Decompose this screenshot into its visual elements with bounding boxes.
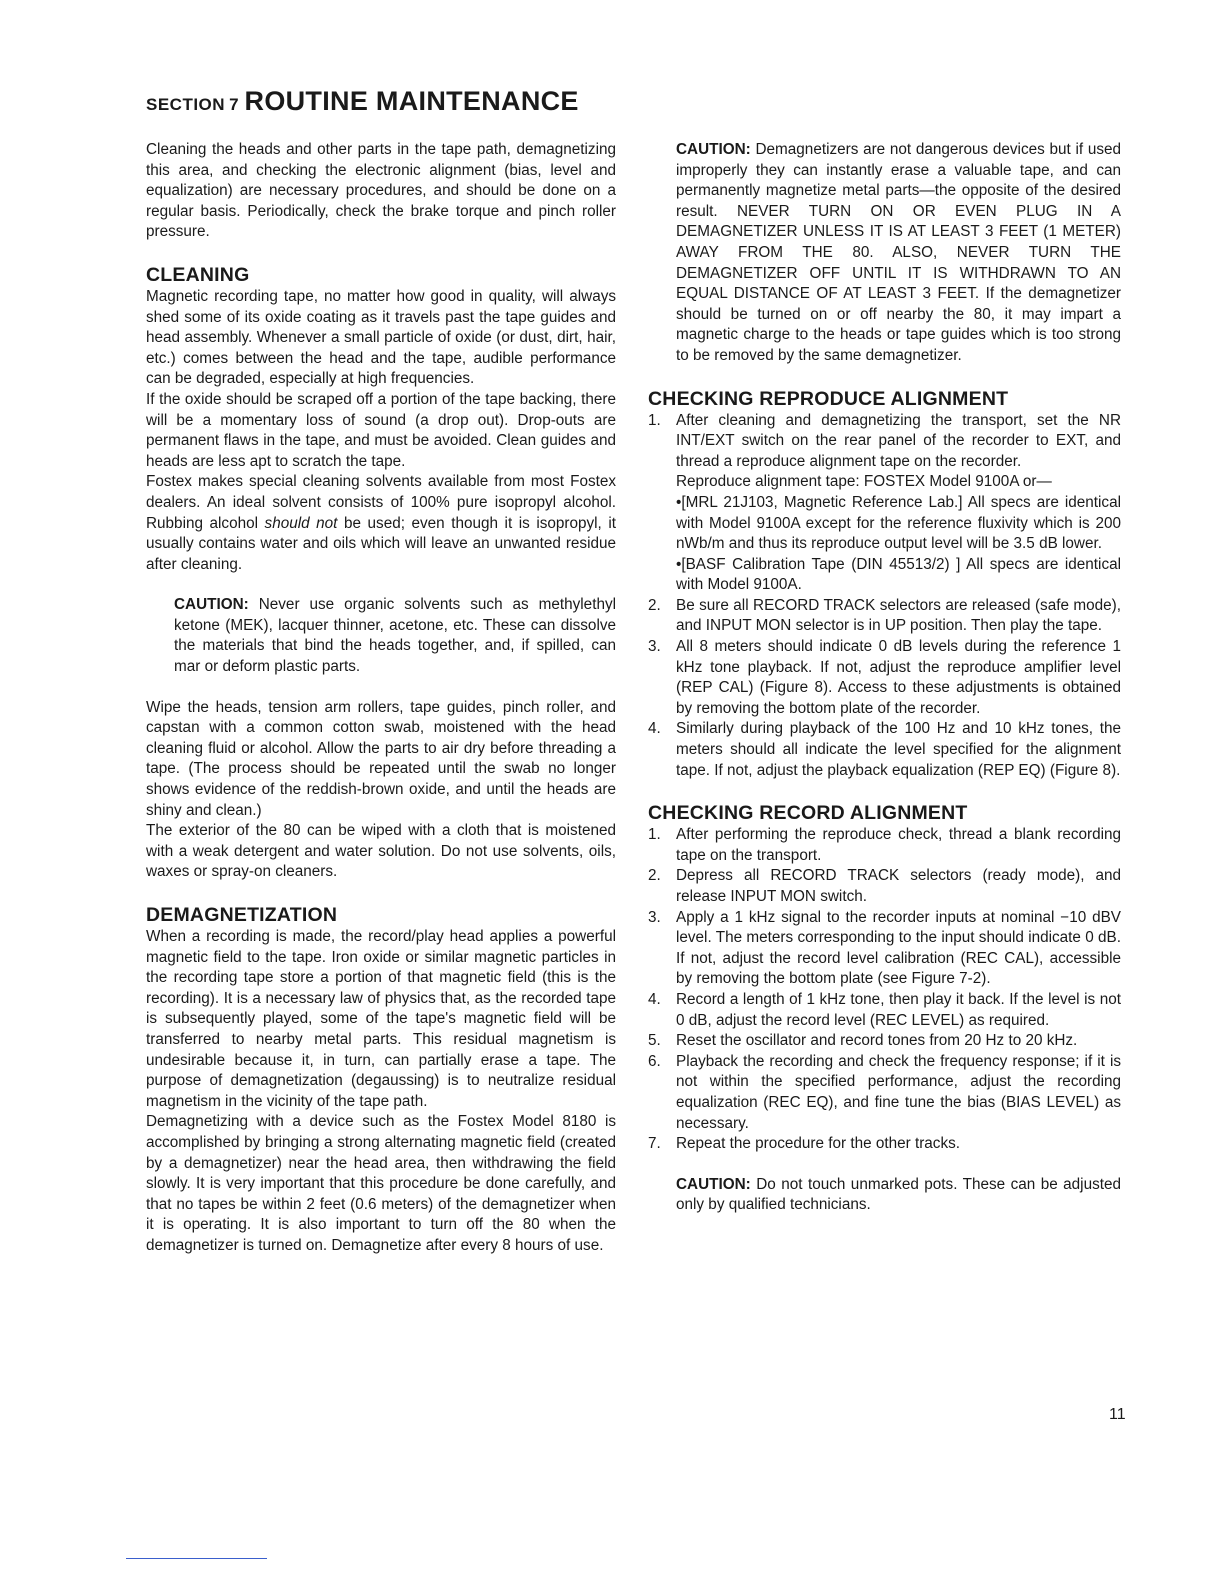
record-alignment-list xyxy=(648,825,1121,1155)
cleaning-paragraph-1: Magnetic recording tape, no matter how good in quality, will always shed some of its oxide coating as it travels past the tape guides and head assembly. Whenever a small particle of oxide (or dust, dirt, hair, etc.) comes between the head and the tape, audible performance can be degraded, especially at high frequencies. xyxy=(146,287,616,388)
wipe-paragraph-2: The exterior of the 80 can be wiped with a cloth that is moistened with a weak detergent and water solution. Do not use solvents, oils, waxes or spray-on cleaners. xyxy=(146,822,616,881)
list-item: 1. After performing the reproduce check, thread a blank recording tape on the transport. xyxy=(648,826,1121,864)
left-column xyxy=(146,140,616,1257)
list-item: 1. After cleaning and demagnetizing the transport, set the NR INT/EXT switch on the rear panel of the recorder to EXT, and thread a reproduce alignment tape on the recorder. Reproduce alignment tape: FOSTEX Model 9100A or— •[MRL 21J103, Magnetic Reference Lab.] All specs are identical with Model 9100A except for the reference fluxivity which is 200 nWb/m and thus its reproduce output level will be 3.5 dB lower. •[BASF Calibration Tape (DIN 45513/2) ] All specs are identical with Model 9100A. xyxy=(648,411,1121,594)
caution-label: CAUTION: xyxy=(676,141,751,158)
cleaning-heading: CLEANING xyxy=(146,263,250,286)
caution-label: CAUTION: xyxy=(676,1175,751,1193)
list-item: 7. Repeat the procedure for the other tracks. xyxy=(648,1135,961,1153)
list-item: 5. Reset the oscillator and record tones from 20 Hz to 20 kHz. xyxy=(648,1032,1078,1050)
section-heading: ROUTINE MAINTENANCE xyxy=(244,86,579,116)
list-item: 2. Be sure all RECORD TRACK selectors are released (safe mode), and INPUT MON selector is in UP position. Then play the tape. xyxy=(648,596,1121,635)
wipe-paragraph-1: Wipe the heads, tension arm rollers, tape guides, pinch roller, and capstan with a common cotton swab, moistened with the head cleaning fluid or alcohol. Allow the parts to air dry before threading a tape. (The process should be repeated until the swab no longer shows evidence of the reddish-brown oxide, and until the heads are shiny and clean.) xyxy=(146,698,616,819)
demagnetization-heading: DEMAGNETIZATION xyxy=(146,904,338,926)
caution-label: CAUTION: xyxy=(174,596,249,614)
list-item: 4. Record a length of 1 kHz tone, then play it back. If the level is not 0 dB, adjust the record level (REC LEVEL) as required. xyxy=(648,990,1121,1029)
section-title xyxy=(146,86,579,117)
reproduce-alignment-list xyxy=(648,411,1121,782)
cleaning-paragraph-2: If the oxide should be scraped off a portion of the tape backing, there will be a momentary loss of sound (a drop out). Drop-outs are permanent flaws in the tape, and must be avoided. Clean guides and heads are less apt to scratch the tape. xyxy=(146,390,616,470)
cleaning-paragraph-3: Fostex makes special cleaning solvents available from most Fostex dealers. An ideal solvent consists of 100% pure isopropyl alcohol. Rubbing alcohol should not be used; even though it is isopropyl, it usually contains water and oils which will leave an unwanted residue after cleaning. xyxy=(146,473,616,573)
page-number: 11 xyxy=(1109,1406,1126,1423)
list-item: 6. Playback the recording and check the frequency response; if it is not within the specified performance, adjust the recording equalization (REC EQ), and fine tune the bias (BIAS LEVEL) as necessary. xyxy=(648,1052,1121,1132)
footer-rule xyxy=(126,1558,267,1559)
caution-organic-solvents: CAUTION: Never use organic solvents such as methylethyl ketone (MEK), lacquer thinner, acetone, etc. These can dissolve the materials that bind the heads together, and, if spilled, can mar or deform plastic parts. xyxy=(174,596,616,676)
section-label: SECTION xyxy=(146,95,226,114)
intro-paragraph: Cleaning the heads and other parts in the tape path, demagnetizing this area, and checking the electronic alignment (bias, level and equalization) are necessary procedures, and should be done on a regular basis. Periodically, check the brake torque and pinch roller pressure. xyxy=(146,141,616,241)
list-item: 4. Similarly during playback of the 100 Hz and 10 kHz tones, the meters should all indicate the level specified for the alignment tape. If not, adjust the playback equalization (REP EQ) (Figure 8). xyxy=(648,720,1121,779)
section-number: 7 xyxy=(229,95,239,114)
caution-unmarked-pots: CAUTION: Do not touch unmarked pots. These can be adjusted only by qualified technicians. xyxy=(676,1175,1121,1214)
list-item: 2. Depress all RECORD TRACK selectors (ready mode), and release INPUT MON switch. xyxy=(648,867,1121,905)
demagnetization-paragraph-1: When a recording is made, the record/play head applies a powerful magnetic field to the tape. Iron oxide or similar magnetic particles in the recording tape store a portion of that magnetic field (this is the recording). It is a necessary law of physics that, as the recorded tape is subsequently played, some of the tape's magnetic field will be transferred to nearby metal parts. This residual magnetism is undesirable because it, in turn, can partially erase a tape. The purpose of demagnetization (degaussing) is to neutralize residual magnetism in the vicinity of the tape path. xyxy=(146,928,616,1110)
right-column xyxy=(648,140,1121,1216)
record-alignment-heading: CHECKING RECORD ALIGNMENT xyxy=(648,802,968,825)
list-item: 3. Apply a 1 kHz signal to the recorder inputs at nominal −10 dBV level. The meters corresponding to the input should indicate 0 dB. If not, adjust the record level calibration (REC CAL), accessible by removing the bottom plate (see Figure 7-2). xyxy=(648,908,1121,988)
list-item: 3. All 8 meters should indicate 0 dB levels during the reference 1 kHz tone playback. If not, adjust the reproduce amplifier level (REP CAL) (Figure 8). Access to these adjustments is obtained by removing the bottom plate of the recorder. xyxy=(648,638,1121,717)
reproduce-alignment-heading: CHECKING REPRODUCE ALIGNMENT xyxy=(648,387,1009,410)
demagnetization-paragraph-2: Demagnetizing with a device such as the Fostex Model 8180 is accomplished by bringing a strong alternating magnetic field (created by a demagnetizer) near the head area, then withdrawing the field slowly. It is very important that this procedure be done carefully, and that no tapes be within 2 feet (0.6 meters) of the demagnetizer when it is operating. It is also important to turn off the 80 when the demagnetizer is turned on. Demagnetize after every 8 hours of use. xyxy=(146,1113,616,1254)
caution-demagnetizers: CAUTION: Demagnetizers are not dangerous devices but if used improperly they can instantly erase a valuable tape, and can permanently magnetize metal parts—the opposite of the desired result. NEVER TURN ON OR EVEN PLUG IN A DEMAGNETIZER UNLESS IT IS AT LEAST 3 FEET (1 METER) AWAY FROM THE 80. ALSO, NEVER TURN THE DEMAGNETIZER OFF UNTIL IT IS WITHDRAWN TO AN EQUAL DISTANCE OF AT LEAST 3 FEET. If the demagnetizer should be turned on or off nearby the 80, it may impart a magnetic charge to the heads or tape guides which is too strong to be removed by the same demagnetizer. xyxy=(676,141,1121,364)
